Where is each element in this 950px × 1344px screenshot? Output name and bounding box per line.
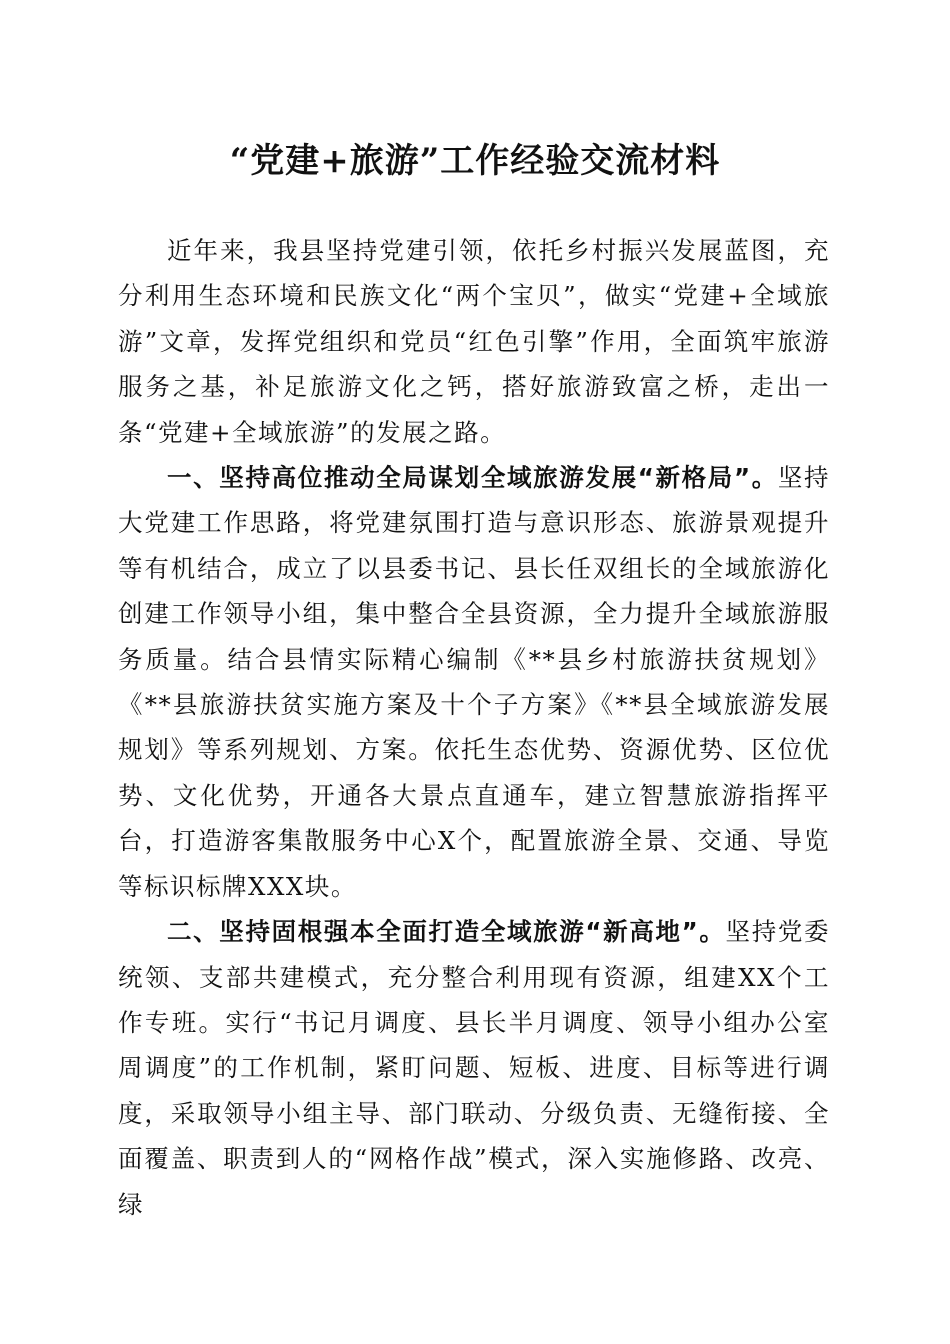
- section-body-1: 坚持大党建工作思路，将党建氛围打造与意识形态、旅游景观提升等有机结合，成立了以县委书记、县长任双组长的全域旅游化创建工作领导小组，集中整合全县资源，全力提升全域旅游服务质量。结合县情实际精心编制《**县乡村旅游扶贫规划》《**县旅游扶贫实施方案及十个子方案》《**县全域旅游发展规划》等系列规划、方案。依托生态优势、资源优势、区位优势、文化优势，开通各大景点直通车，建立智慧旅游指挥平台，打造游客集散服务中心X个，配置旅游全景、交通、导览等标识标牌XXX块。: [118, 463, 831, 901]
- intro-paragraph: 近年来，我县坚持党建引领，依托乡村振兴发展蓝图，充分利用生态环境和民族文化“两个宝贝”，做实“党建+全域旅游”文章，发挥党组织和党员“红色引擎”作用，全面筑牢旅游服务之基，补足旅游文化之钙，搭好旅游致富之桥，走出一条“党建+全域旅游”的发展之路。: [118, 236, 830, 447]
- section-paragraph-2: [118, 909, 830, 1227]
- section-heading-2: 二、坚持固根强本全面打造全域旅游“新高地”。: [167, 917, 726, 947]
- document-title: “党建+旅游”工作经验交流材料: [229, 141, 721, 181]
- section-body-2: 坚持党委统领、支部共建模式，充分整合利用现有资源，组建XX个工作专班。实行“书记月调度、县长半月调度、领导小组办公室周调度”的工作机制，紧盯问题、短板、进度、目标等进行调度，采取领导小组主导、部门联动、分级负责、无缝衔接、全面覆盖、职责到人的“网格作战”模式，深入实施修路、改亮、绿: [118, 917, 831, 1219]
- section-heading-1: 一、坚持高位推动全局谋划全域旅游发展“新格局”。: [167, 463, 778, 493]
- section-paragraph-1: [118, 455, 830, 909]
- document-body: [118, 228, 830, 1227]
